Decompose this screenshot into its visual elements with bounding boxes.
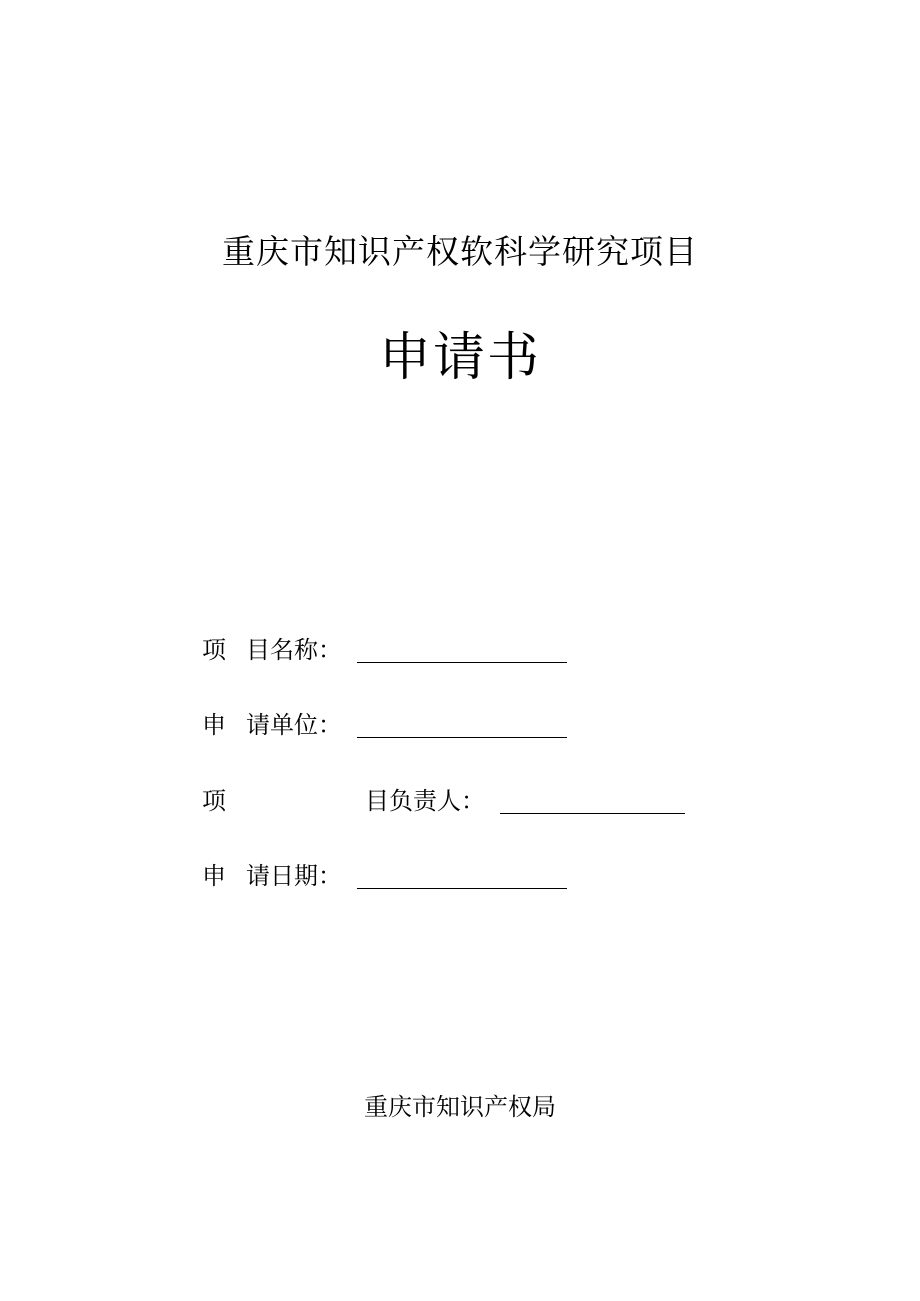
field-project-leader-blank[interactable] [500,813,685,814]
issuing-authority: 重庆市知识产权局 [364,1093,556,1121]
field-application-date-blank[interactable] [357,888,567,889]
field-applicant-unit-label: 请单位： [246,711,342,739]
field-project-name-blank[interactable] [357,662,567,663]
field-project-leader-label: 目负责人： [365,787,485,815]
field-project-name-first-char: 项 [202,636,226,664]
field-application-date-label: 请日期： [246,862,342,890]
field-project-name-label: 目名称： [246,636,342,664]
field-applicant-unit-first-char: 申 [202,711,226,739]
field-project-leader [0,785,920,817]
field-project-name [0,634,920,666]
document-title: 重庆市知识产权软科学研究项目 [222,232,698,271]
field-applicant-unit-blank[interactable] [357,737,567,738]
field-applicant-unit [0,709,920,741]
field-application-date-first-char: 申 [202,862,226,890]
document-type-heading: 申请书 [378,328,541,388]
field-application-date [0,860,920,892]
field-project-leader-first-char: 项 [202,787,226,815]
